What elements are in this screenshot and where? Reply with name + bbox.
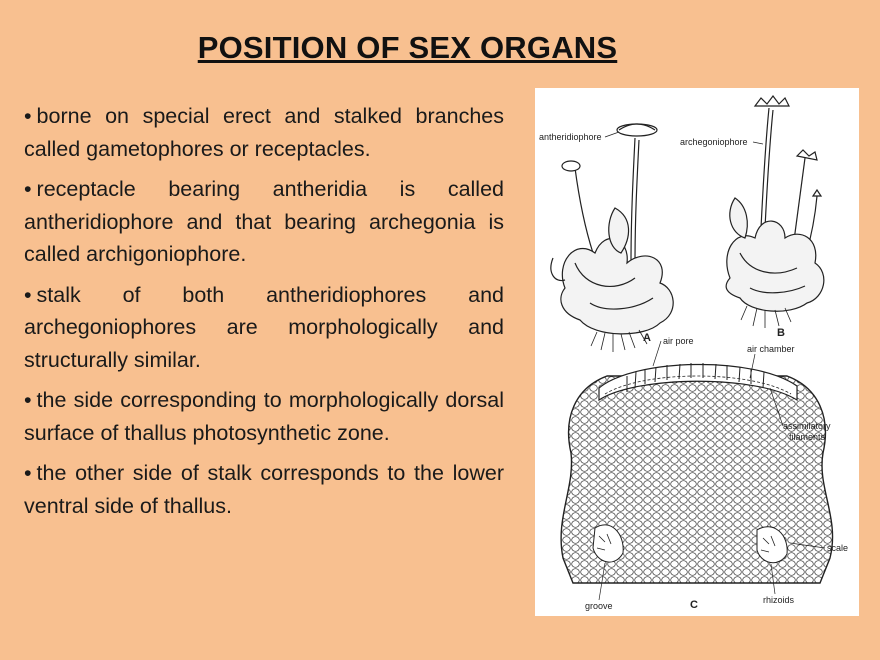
bullet-item (24, 279, 504, 377)
bullet-text: receptacle bearing antheridia is called antheridiophore and that bearing archegonia is called archigoniophore. (24, 177, 504, 266)
label-groove: groove (585, 601, 613, 611)
label-antheridiophore: antheridiophore (539, 132, 602, 142)
slide-title: POSITION OF SEX ORGANS (197, 30, 618, 65)
label-panel-c: C (690, 599, 698, 611)
label-rhizoids: rhizoids (763, 595, 795, 605)
bullet-item (24, 173, 504, 271)
illustration-svg (535, 88, 859, 616)
label-air-chamber: air chamber (747, 344, 795, 354)
bullet-text: the other side of stalk corresponds to the lower ventral side of thallus. (24, 461, 504, 518)
antheridiophore-plant (551, 124, 673, 352)
bullet-item (24, 384, 504, 449)
archegoniophore-plant (726, 96, 824, 328)
botany-illustration (535, 88, 859, 616)
bullet-dot: • (24, 461, 32, 485)
label-filaments: filaments (789, 432, 826, 442)
bullet-dot: • (24, 282, 32, 307)
label-archegoniophore: archegoniophore (680, 137, 748, 147)
receptacle-section (561, 363, 832, 583)
bullet-item (24, 457, 504, 522)
bullet-item (24, 100, 504, 165)
bullet-dot: • (24, 388, 32, 412)
label-scale: scale (827, 543, 849, 553)
bullet-text: stalk of both antheridiophores and archegoniophores are morphologically and structurally similar. (24, 282, 504, 372)
label-air-pore: air pore (663, 336, 694, 346)
bullet-text: the side corresponding to morphologically dorsal surface of thallus photosynthetic zone. (24, 388, 504, 445)
bullet-dot: • (24, 177, 32, 201)
bullet-text: borne on special erect and stalked branches called gametophores or receptacles. (24, 104, 504, 161)
bullet-dot: • (24, 104, 32, 128)
label-assimilatory: assimilatory (783, 421, 831, 431)
label-panel-b: B (777, 327, 785, 339)
label-panel-a: A (643, 332, 651, 344)
bullet-list (24, 100, 504, 530)
